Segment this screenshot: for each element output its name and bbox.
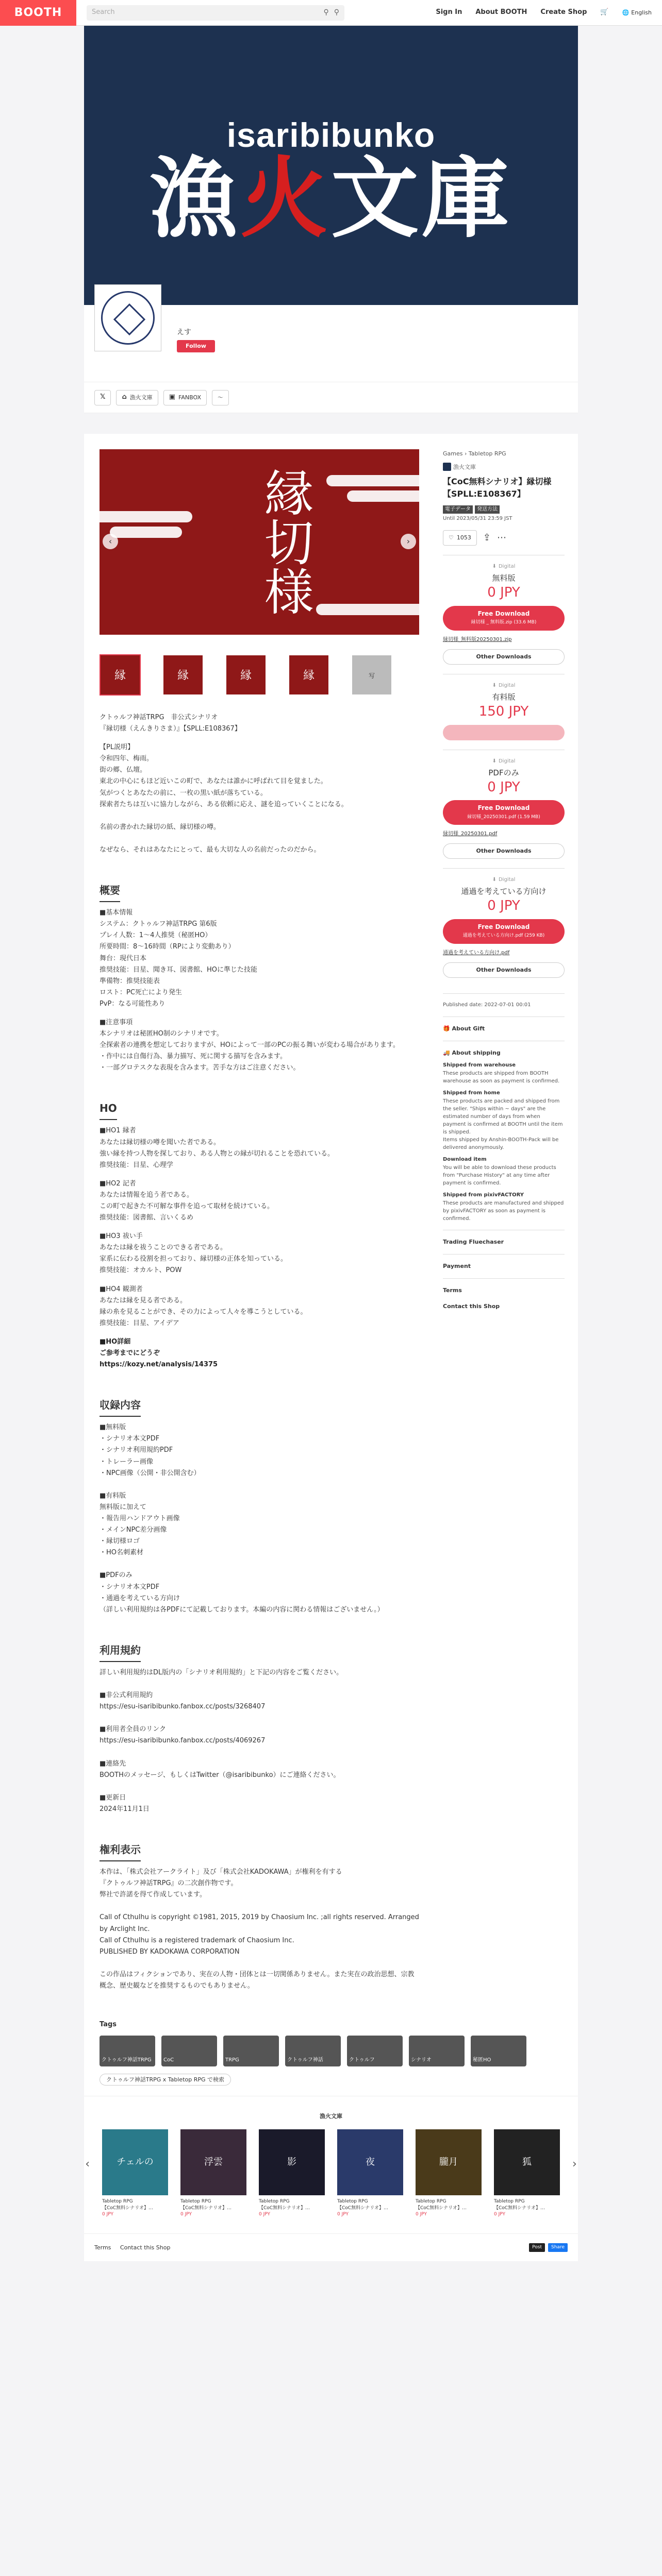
shop-info (84, 305, 578, 382)
pixiv-heading: Shipped from pixivFACTORY (443, 1192, 524, 1198)
search-bar[interactable] (87, 5, 344, 21)
item-title: 【CoC無料シナリオ】縁切様【SPLL:E108367】 (443, 477, 552, 499)
thumbnail[interactable]: 縁 (100, 654, 141, 696)
pixiv-text: These products are manufactured and shipped by pixivFACTORY as soon as payment is confirmed. (443, 1200, 564, 1222)
shipping-badge: 発送方法 (475, 505, 500, 514)
like-area (443, 530, 565, 546)
shop-item-card[interactable]: 影 Tabletop RPG 【CoC無料シナリオ】… 0 JPY (259, 2129, 325, 2218)
other-downloads-button[interactable]: Other Downloads (443, 843, 565, 859)
breadcrumb-tabletop-rpg[interactable]: Tabletop RPG (468, 450, 506, 457)
other-downloads-button[interactable]: Other Downloads (443, 649, 565, 665)
ship-home-heading: Shipped from home (443, 1090, 500, 1096)
free-download-button[interactable]: Free Download 通過を考えている方向け.pdf (259 KB) (443, 919, 565, 944)
download-icon: ⬇ (492, 877, 496, 883)
download-file-link[interactable]: 縁切様_無料版20250301.zip (443, 636, 512, 642)
terms-link[interactable]: Terms (443, 1278, 565, 1295)
variation-price: 0 JPY (487, 898, 520, 914)
variation-card (443, 555, 565, 665)
create-shop-link[interactable]: Create Shop (540, 8, 587, 16)
more-from-shop (84, 2096, 578, 2233)
buy-button-disabled (443, 725, 565, 740)
tag-item[interactable]: CoC (161, 2036, 217, 2066)
shop-item-card[interactable]: 夜 Tabletop RPG 【CoC無料シナリオ】… 0 JPY (337, 2129, 403, 2218)
tag-list (100, 2036, 562, 2066)
about-gift-link[interactable]: 🎁 About Gift (443, 1016, 565, 1033)
desc-ho3: ■HO3 祓い手 あなたは縁を祓うことのできる者である。 家系に伝わる役割を担っており、縁切様の正体を知っている。 推奨技能：オカルト、POW (100, 1232, 288, 1275)
desc-ho1: ■HO1 縁者 あなたは縁切様の噂を聞いた者である。 強い縁を持つ人物を探しており、ある人物との縁が切れることを恐れている。 推奨技能：目星、心理学 (100, 1127, 335, 1169)
more-link-button[interactable]: 〜 (212, 390, 229, 405)
shop-footer (84, 2233, 578, 2262)
globe-icon: 🌐 (622, 9, 630, 16)
desc-contents: ■無料版 ・シナリオ本文PDF ・シナリオ利用規約PDF ・トレーラー画像 ・NPC画像（公開・非公開含む） ■有料版 無料版に加えて ・報告用ハンドアウト画像 ・メインNPC差分画像 ・縁切様ロゴ ・HO名刺素材 ■PDFのみ ・シナリオ本文PDF ・通過を考えている方向け （詳しい利用規約は各PDFにて記載しております。本編の内容に関わる情報はございません。） (100, 1423, 384, 1614)
carousel-prev-icon[interactable]: ‹ (85, 2158, 90, 2171)
published-date: Published date: 2022-07-01 00:01 (443, 993, 565, 1009)
tags-section (84, 1999, 578, 2096)
shop-banner (84, 26, 578, 305)
truck-icon-label[interactable]: 🚚 About shipping (443, 1049, 501, 1056)
variation-card (443, 868, 565, 978)
seal-icon (101, 291, 155, 345)
section-heading-copyright: 権利表示 (100, 1841, 141, 1861)
language-switcher[interactable] (622, 8, 652, 18)
desc-note: 本シナリオは秘匿HO制のシナリオです。 全探索者の連携を想定しておりますが、HOによって一部のPCの振る舞いが変わる場合があります。 ・作中には自傷行為、暴力描写、死に関する描写を含みます。 ・一部グロテスクな表現を含みます。苦手な方はご注意ください。 (100, 1030, 400, 1072)
search-input[interactable]: Search (92, 8, 115, 16)
main-image-title: 縁切様 (256, 467, 314, 616)
variation-name: 通過を考えている方向け (461, 887, 547, 896)
footer-terms-link[interactable]: Terms (94, 2244, 111, 2251)
download-icon: ⬇ (492, 563, 496, 569)
tag-search-pill[interactable]: クトゥルフ神話TRPG x Tabletop RPG で検索 (100, 2074, 231, 2086)
follow-button[interactable]: Follow (177, 340, 215, 352)
variation-kind: ⬇ Digital (443, 563, 565, 571)
trading-link[interactable]: Trading Fluechaser (443, 1230, 565, 1247)
tag-item[interactable]: クトゥルフ (347, 2036, 403, 2066)
item-right-column (443, 449, 565, 1999)
site-header (0, 0, 662, 26)
desc-overview: ■基本情報 システム：クトゥルフ神話TRPG 第6版 プレイ人数：1〜4人推奨（秘匿HO） 所要時間：8〜16時間（RPにより変動あり） 舞台：現代日本 推奨技能：目星、聞き耳、図書館、HOに準じた技能 準備物：推奨技能表 ロスト：PC死亡により発生 PvP：なる可能性あり (100, 909, 258, 1008)
prev-image-button[interactable]: ‹ (103, 534, 118, 549)
thumbnail[interactable]: 縁 (162, 654, 204, 696)
x-icon: 𝕏 (100, 393, 106, 401)
desc-copyright: 本作は、「株式会社アークライト」及び「株式会社KADOKAWA」が権利を有する 『クトゥルフ神話TRPG』の二次創作物です。 弊社で許諾を得て作成しています。 Call of Cthulhu is copyright ©1981, 2015, 2019 by Chaosium Inc. ;all rights reserved. Arranged by Arclight Inc. Call of Cthulhu is a registered trademark of Chaosium Inc. PUBLISHED BY KADOKAWA CORPORATION この作品はフィクションであり、実在の人物・団体とは一切関係ありません。また実在の政治思想、宗教概念、歴史観などを推奨するものでもありません。 (100, 1868, 419, 1990)
tags-heading: Tags (100, 2021, 117, 2029)
tag-item[interactable]: クトゥルフ神話 (285, 2036, 341, 2066)
shop-item-card[interactable]: 浮雲 Tabletop RPG 【CoC無料シナリオ】… 0 JPY (180, 2129, 246, 2218)
cart-icon[interactable]: 🛒 (600, 8, 609, 16)
banner-title-en: isaribibunko (226, 116, 436, 154)
filter-icon[interactable]: ⚲ (323, 8, 329, 17)
thumbnail[interactable]: 写 (351, 654, 392, 696)
shop-page (84, 26, 578, 2261)
shop-name[interactable]: えす (177, 328, 191, 336)
contact-shop-link[interactable]: Contact this Shop (443, 1303, 500, 1310)
fanbox-link-button[interactable]: ▣ FANBOX (163, 390, 207, 405)
section-heading-ho: HO (100, 1099, 117, 1120)
desc-ho-details[interactable]: ■HO詳細 ご参考までにどうぞ https://kozy.net/analysis/14375 (100, 1337, 218, 1369)
badge-note: Until 2023/05/31 23:59 JST (443, 515, 512, 521)
like-button[interactable]: ♡ 1053 (443, 530, 477, 546)
tag-item[interactable]: クトゥルフ神話TRPG (100, 2036, 155, 2066)
shop-links (84, 382, 578, 413)
ship-home-text-2: Items shipped by Anshin-BOOTH-Pack will be delivered anonymously. (443, 1137, 559, 1151)
desc-ho4: ■HO4 観測者 あなたは縁を見る者である。 縁の糸を見ることができ、その力によって人々を導こうとしている。 推奨技能：目星、アイデア (100, 1285, 307, 1327)
item-section (84, 434, 578, 1999)
language-label: English (631, 9, 652, 16)
variation-kind: ⬇ Digital (443, 876, 565, 884)
item-shop-link[interactable]: 漁火文庫 (443, 463, 565, 472)
header-nav (436, 7, 662, 18)
share-facebook-button[interactable]: Share (548, 2243, 568, 2251)
sign-in-link[interactable]: Sign In (436, 8, 462, 16)
booth-logo[interactable]: BOOTH (0, 0, 76, 26)
shop-item-card[interactable]: 狐 Tabletop RPG 【CoC無料シナリオ】… 0 JPY (494, 2129, 560, 2218)
variation-price: 0 JPY (487, 779, 520, 795)
post-to-x-button[interactable]: Post (529, 2243, 545, 2251)
desc-intro: クトゥルフ神話TRPG 非公式シナリオ 『縁切様（えんきりさま）』【SPLL:E108367】 (100, 714, 241, 733)
share-icon[interactable]: ⇪ (483, 532, 491, 543)
shop-link-button[interactable]: ⌂ 漁火文庫 (116, 390, 158, 405)
ship-home-text: These products are packed and shipped from the seller. "Ships within ~ days" are the estimated number of days from when payment is confirmed at BOOTH until the item is shipped. (443, 1098, 563, 1136)
breadcrumb: Games › Tabletop RPG (443, 450, 506, 457)
variation-name: 無料版 (492, 573, 516, 583)
item-left-column (100, 449, 419, 1999)
main-image[interactable] (100, 449, 419, 635)
thumbnail[interactable]: 縁 (225, 654, 267, 696)
tag-item[interactable]: シナリオ (409, 2036, 465, 2066)
tag-item[interactable]: TRPG (223, 2036, 279, 2066)
thumbnail[interactable]: 縁 (288, 654, 329, 696)
free-download-button[interactable]: Free Download 縁切様_20250301.pdf (1.59 MB) (443, 800, 565, 825)
variation-card (443, 750, 565, 859)
breadcrumb-games[interactable]: Games (443, 450, 463, 457)
section-heading-terms: 利用規約 (100, 1641, 141, 1662)
next-image-button[interactable]: › (401, 534, 416, 549)
download-file-link[interactable]: 通過を考えている方向け.pdf (443, 950, 510, 956)
variation-name: 有料版 (492, 692, 516, 702)
about-booth-link[interactable]: About BOOTH (475, 8, 527, 16)
gift-icon: 🎁 (443, 1025, 452, 1032)
shipping-info (443, 1041, 565, 1223)
more-options-icon[interactable]: ⋯ (496, 532, 506, 543)
shop-icon (443, 463, 451, 471)
variation-name: PDFのみ (488, 768, 519, 777)
shop-item-card[interactable]: 朧月 Tabletop RPG 【CoC無料シナリオ】… 0 JPY (416, 2129, 482, 2218)
ship-warehouse-heading: Shipped from warehouse (443, 1062, 516, 1069)
heart-icon: ♡ (449, 534, 454, 541)
shop-avatar[interactable] (94, 284, 161, 351)
search-icon[interactable]: ⚲ (334, 8, 339, 17)
payment-link[interactable]: Payment (443, 1254, 565, 1271)
desc-outline-heading: 【PL説明】 (100, 743, 135, 752)
shop-item-card[interactable]: チェルの Tabletop RPG 【CoC無料シナリオ】… 0 JPY (102, 2129, 168, 2218)
fanbox-icon: ▣ (169, 393, 176, 401)
other-downloads-button[interactable]: Other Downloads (443, 962, 565, 978)
desc-terms: 詳しい利用規約はDL版内の「シナリオ利用規約」と下記の内容をご覧ください。 ■非公式利用規約 https://esu-isaribibunko.fanbox.cc/posts/3268407 ■利用者全員のリンク https://esu-isaribibunko.fanbox.cc/posts/4069267 ■連絡先 BOOTHのメッセージ、もしくはTwitter（@isaribibunko）にご連絡ください。 ■更新日 2024年11月1日 (100, 1668, 343, 1813)
desc-ho2: ■HO2 記者 あなたは情報を追う者である。 この町で起きた不可解な事件を追って取材を続けている。 推奨技能：図書館、言いくるめ (100, 1179, 274, 1222)
variation-kind: ⬇ Digital (443, 682, 565, 690)
x-link-button[interactable] (94, 390, 111, 405)
more-from-shop-heading[interactable]: 漁火文庫 (320, 2113, 342, 2120)
ship-warehouse-text: These products are shipped from BOOTH warehouse as soon as payment is confirmed. (443, 1071, 560, 1084)
shop-item-carousel (85, 2129, 577, 2218)
desc-outline: 令和四年、梅雨。 街の郷、仏壇。 東北の中心にもほど近いこの町で、あなたは誰かに呼ばれて目を覚ました。 気がつくとあなたの前に、一枚の黒い紙が落ちている。 探索者たちは互いに協力しながら、ある依頼に応え、謎を追っていくことになる。 名前の書かれた縁切の紙、縁切様の噂。 なぜなら、それはあなたにとって、最も大切な人の名前だったのだから。 (100, 755, 348, 854)
download-heading: Download item (443, 1157, 487, 1163)
truck-icon: 🚚 (443, 1049, 452, 1056)
variation-price: 150 JPY (478, 703, 529, 719)
item-description (100, 712, 419, 1992)
thumbnail-list (100, 654, 419, 696)
free-download-button[interactable]: Free Download 縁切様 _ 無料版.zip (33.6 MB) (443, 606, 565, 631)
download-icon: ⬇ (492, 758, 496, 764)
banner-title-jp: 漁火文庫 (149, 147, 513, 250)
download-icon: ⬇ (492, 682, 496, 688)
home-icon: ⌂ (122, 393, 127, 401)
footer-contact-link[interactable]: Contact this Shop (120, 2244, 171, 2251)
variation-price: 0 JPY (487, 584, 520, 600)
section-heading-overview: 概要 (100, 882, 120, 902)
variation-kind: ⬇ Digital (443, 757, 565, 766)
download-file-link[interactable]: 縁切様_20250301.pdf (443, 831, 498, 837)
carousel-next-icon[interactable]: › (572, 2158, 577, 2171)
download-text: You will be able to download these products from "Purchase History" at any time after payment is confirmed. (443, 1165, 556, 1187)
tag-item[interactable]: 秘匿HO (471, 2036, 526, 2066)
section-heading-contents: 収録内容 (100, 1396, 141, 1417)
desc-note-heading: ■注意事項 (100, 1018, 133, 1026)
digital-badge: 電子データ (443, 505, 473, 514)
variation-card (443, 674, 565, 740)
